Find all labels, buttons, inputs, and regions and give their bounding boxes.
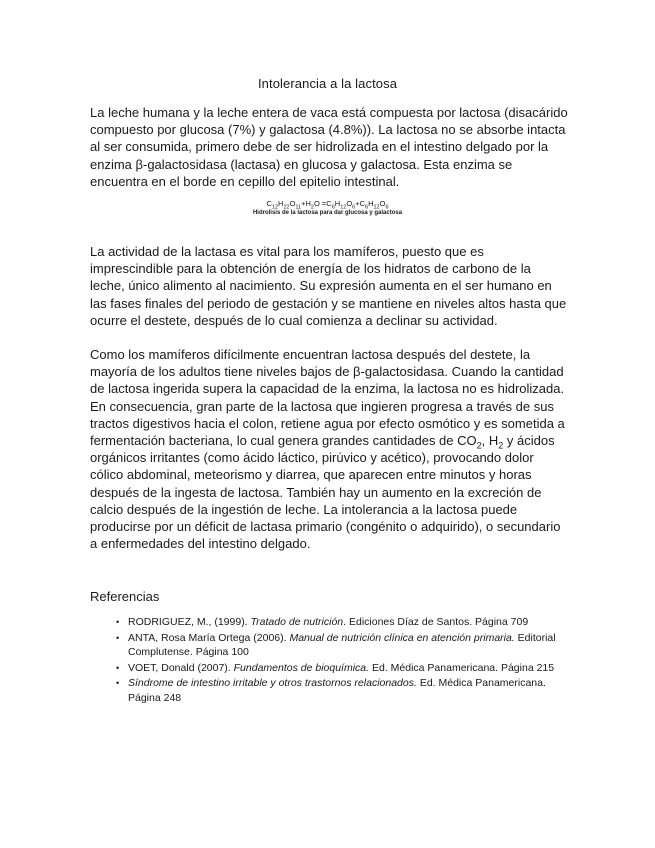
co2-subscript: 2: [476, 440, 482, 451]
formula-part: +C: [355, 199, 366, 208]
formula-sub: 6: [352, 204, 356, 211]
paragraph-intro-text: La leche humana y la leche entera de vaca está compuesta por lactosa (disacárido compuesto por glucosa (7%) y galactosa (4.8%)). La lactosa no se absorbe intacta al ser consumida, primero debe de ser hidrolizada en el intestino delgado por la enzima β-galactosidasa (lactasa) en glucosa y galactosa. Esta enzima se encuentra en el borde en cepillo del epitelio intestinal.: [90, 105, 568, 189]
formula-part: O: [289, 199, 296, 208]
paragraph-intro: [90, 104, 568, 190]
reference-title: Manual de nutrición clínica en atención primaria.: [289, 631, 515, 644]
paragraph-activity-text: La actividad de la lactasa es vital para los mamíferos, puesto que es imprescindible para la obtención de energía de los hidratos de carbono de la leche, único alimento al nacimiento. Su expresión aumenta en el ser humano en las fases finales del periodo de gestación y se mantiene en niveles altos hasta que ocurre el destete, después de lo cual comienza a declinar su actividad.: [90, 244, 567, 328]
formula-sub: 6: [365, 204, 369, 211]
formula-sub: 11: [295, 204, 302, 211]
formula-part: H: [334, 199, 341, 208]
formula-sub: 6: [385, 204, 389, 211]
paragraph-intolerance-text-b: , H: [481, 433, 499, 449]
bullet-icon: •: [116, 662, 120, 673]
hydrolysis-formula: [0, 199, 655, 209]
formula-sub: 6: [331, 204, 335, 211]
formula-sub: 12: [271, 204, 279, 211]
paragraph-intolerance-text-a: Como los mamíferos difícilmente encuentran lactosa después del destete, la mayoría de los adultos tiene niveles bajos de β-galactosidasa. Cuando la cantidad de lactosa ingerida supera la capacidad de la enzima, la lactosa no es hidrolizada. En consecuencia, gran parte de la lactosa que ingieren progresa a través de sus tractos digestivos hacia el colon, retiene agua por efecto osmótico y es sometida a fermentación bacteriana, lo cual genera grandes cantidades de CO: [90, 347, 565, 449]
formula-part: O: [379, 199, 386, 208]
references-list: [90, 615, 560, 707]
reference-publisher: Ed. Médica Panamericana. Página 215: [369, 661, 555, 674]
h2-subscript: 2: [498, 440, 504, 451]
reference-item: [90, 661, 560, 676]
reference-item: [90, 676, 560, 705]
reference-item: [90, 631, 560, 660]
formula-sub: 22: [283, 204, 290, 211]
bullet-icon: •: [116, 617, 120, 627]
formula-part: +H: [301, 199, 311, 208]
reference-item: [90, 615, 560, 630]
reference-title: Tratado de nutrición: [250, 616, 344, 628]
formula-sub: 12: [340, 204, 347, 211]
bullet-icon: •: [116, 678, 120, 689]
reference-author: ANTA, Rosa María Ortega (2006).: [128, 631, 290, 644]
paragraph-intolerance-text-c: y ácidos orgánicos irritantes (como ácido láctico, pirúvico y acético), provocando dolor cólico abdominal, meteorismo y diarrea, que aparecen entre minutos y horas después de la ingesta de lactosa. También hay un aumento en la excreción de calcio después de la ingestión de leche. La intolerancia a la lactosa puede producirse por un déficit de lactasa primario (congénito o adquirido), o secundario a enfermedades del intestino delgado.: [90, 433, 561, 552]
paragraph-intolerance: [90, 346, 568, 552]
paragraph-activity: [90, 243, 568, 329]
reference-title: Fundamentos de bioquímica.: [233, 661, 370, 674]
formula-caption: Hidrolisis de la lactosa para dar glucosa y galactosa: [252, 210, 403, 216]
formula-part: O =C: [313, 199, 332, 208]
document-title: Intolerancia a la lactosa: [257, 76, 398, 91]
reference-publisher: . Ediciones Díaz de Santos. Página 709: [343, 616, 529, 628]
reference-author: VOET, Donald (2007).: [128, 661, 234, 674]
formula-part: H: [368, 199, 374, 208]
formula-part: H: [278, 199, 284, 208]
references-heading: Referencias: [90, 589, 160, 604]
formula-part: O: [346, 199, 353, 208]
formula-sub: 2: [310, 204, 314, 211]
formula-sub: 12: [373, 204, 380, 211]
reference-author: RODRIGUEZ, M., (1999).: [128, 616, 251, 628]
reference-publisher: Editorial Complutense. Página 100: [128, 631, 556, 659]
bullet-icon: •: [116, 632, 120, 643]
reference-publisher: Ed. Médica Panamericana. Página 248: [128, 677, 546, 704]
formula-part: C: [266, 199, 272, 208]
reference-title: Síndrome de intestino irritable y otros trastornos relacionados.: [128, 677, 417, 690]
